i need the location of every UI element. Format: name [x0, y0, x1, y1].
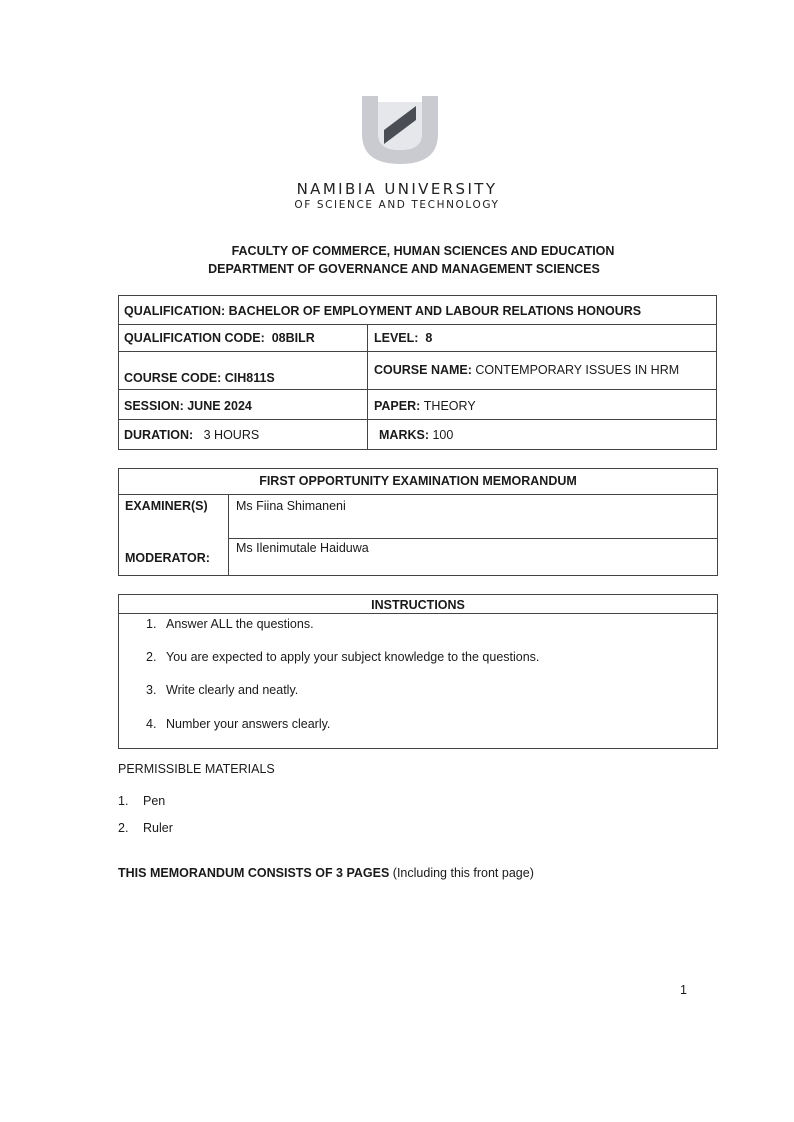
instruction-text: Answer ALL the questions. [166, 617, 314, 631]
session-label: SESSION: [124, 399, 184, 413]
course-name-value: CONTEMPORARY ISSUES IN HRM [475, 363, 680, 377]
moderator-label: MODERATOR: [125, 551, 210, 565]
paper-cell [374, 399, 476, 413]
level-value: 8 [425, 331, 433, 345]
level-cell [374, 331, 432, 345]
instruction-number: 3. [146, 683, 157, 697]
university-logo-icon [358, 94, 442, 166]
marks-value: 100 [432, 428, 454, 442]
qualification-label: QUALIFICATION: [124, 304, 229, 318]
instruction-text: Number your answers clearly. [166, 717, 331, 731]
paper-label: PAPER: [374, 399, 421, 413]
material-text: Ruler [143, 821, 173, 835]
course-name-label: COURSE NAME: [374, 363, 472, 377]
duration-label: DURATION: [124, 428, 194, 442]
materials-heading: PERMISSIBLE MATERIALS [118, 762, 275, 776]
material-item [118, 821, 173, 835]
qualification-code-label: QUALIFICATION CODE: [124, 331, 265, 345]
material-number: 2. [118, 821, 129, 835]
instruction-item [146, 717, 330, 731]
marks-label: MARKS: [379, 428, 429, 442]
session-cell [124, 399, 252, 413]
university-name: NAMIBIA UNIVERSITY [296, 180, 498, 198]
university-subtitle: OF SCIENCE AND TECHNOLOGY [294, 199, 500, 211]
material-item [118, 794, 165, 808]
instruction-text: You are expected to apply your subject knowledge to the questions. [166, 650, 540, 664]
qualification-row [124, 304, 641, 318]
qualification-value: BACHELOR OF EMPLOYMENT AND LABOUR RELATIONS HONOURS [228, 304, 642, 318]
duration-cell [124, 428, 259, 442]
course-code-value: CIH811S [224, 371, 275, 385]
instruction-item [146, 650, 539, 664]
department-heading: DEPARTMENT OF GOVERNANCE AND MANAGEMENT SCIENCES [208, 262, 600, 276]
paper-value: THEORY [423, 399, 476, 413]
examiner-value: Ms Fiina Shimaneni [236, 499, 346, 513]
exam-table-heading: FIRST OPPORTUNITY EXAMINATION MEMORANDUM [259, 474, 577, 488]
marks-cell [379, 428, 453, 442]
duration-value: 3 HOURS [203, 428, 260, 442]
instruction-item [146, 617, 314, 631]
qualification-code-value: 08BILR [271, 331, 315, 345]
instruction-item [146, 683, 298, 697]
page-number: 1 [680, 983, 687, 997]
instruction-number: 4. [146, 717, 157, 731]
course-name-cell [374, 363, 679, 377]
page-count-statement [118, 866, 534, 880]
moderator-value: Ms Ilenimutale Haiduwa [236, 541, 369, 555]
level-label: LEVEL: [374, 331, 419, 345]
examiner-label: EXAMINER(S) [125, 499, 208, 513]
session-value: JUNE 2024 [187, 399, 252, 413]
qualification-code-cell [124, 331, 315, 345]
instructions-heading: INSTRUCTIONS [371, 598, 465, 612]
course-code-label: COURSE CODE: [124, 371, 222, 385]
instruction-number: 2. [146, 650, 157, 664]
material-number: 1. [118, 794, 129, 808]
page-count-note: (Including this front page) [389, 866, 534, 880]
faculty-heading: FACULTY OF COMMERCE, HUMAN SCIENCES AND EDUCATION [231, 244, 615, 258]
course-code-cell [124, 371, 275, 385]
page-count-bold: THIS MEMORANDUM CONSISTS OF 3 PAGES [118, 866, 390, 880]
material-text: Pen [143, 794, 166, 808]
instruction-number: 1. [146, 617, 157, 631]
instruction-text: Write clearly and neatly. [166, 683, 299, 697]
